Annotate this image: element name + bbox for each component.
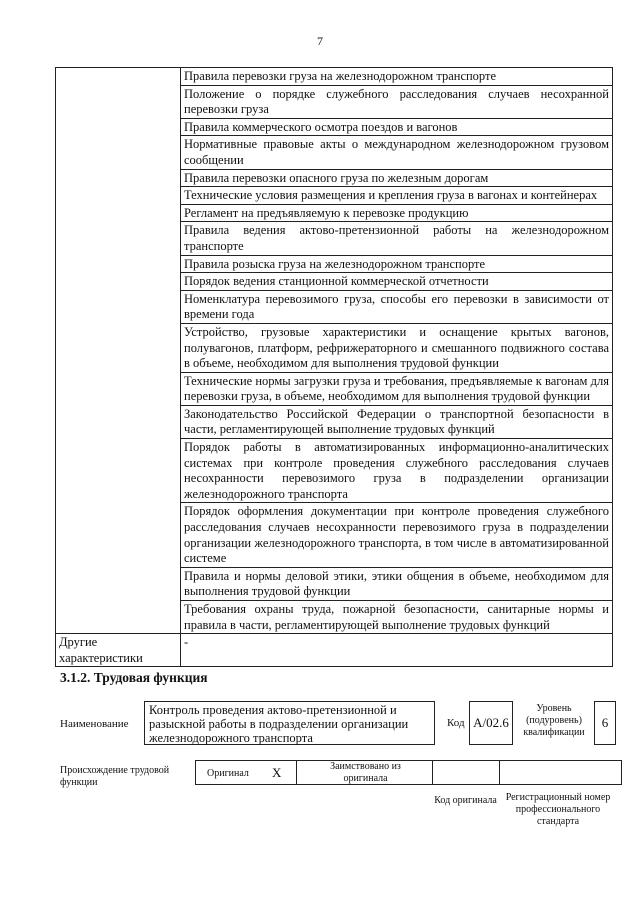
origin-divider-2 — [499, 760, 500, 785]
original-mark: X — [272, 765, 282, 780]
registration-label: Регистрационный номер профессионального стандарта — [505, 792, 611, 827]
knowledge-item: Устройство, грузовые характеристики и оснащение крытых вагонов, полувагонов, платформ, рефрижераторного и смешанного подвижного состава в объеме, необходимом для выполнения трудовой функции — [181, 323, 613, 372]
knowledge-item: Правила перевозки опасного груза по железным дорогам — [181, 169, 613, 187]
knowledge-item: Технические нормы загрузки груза и требования, предъявляемые к вагонам для перевозки груза, в объеме, необходимом для выполнения трудовой функции — [181, 372, 613, 405]
function-code: A/02.6 — [469, 701, 513, 745]
origin-label: Происхождение трудовой функции — [60, 765, 170, 788]
name-label: Наименование — [60, 718, 129, 730]
knowledge-item: Порядок ведения станционной коммерческой отчетности — [181, 273, 613, 291]
origin-divider-1 — [432, 760, 433, 785]
knowledge-item: Порядок работы в автоматизированных информационно-аналитических системах при контроле проведения служебного расследования случаев несохранности перевозимого груза в подразделении организации железнодорожного транспорта — [181, 439, 613, 503]
knowledge-item: Правила и нормы деловой этики, этики общения в объеме, необходимом для выполнения трудовой функции — [181, 567, 613, 600]
knowledge-item: Положение о порядке служебного расследования случаев несохранной перевозки груза — [181, 85, 613, 118]
knowledge-item: Правила перевозки груза на железнодорожном транспорте — [181, 68, 613, 86]
knowledge-item: Порядок оформления документации при контроле проведения служебного расследования случаев несохранности перевозимого груза в подразделении организации железнодорожного транспорта, в том числе в автоматизированной системе — [181, 503, 613, 567]
knowledge-item: Регламент на предъявляемую к перевозке продукцию — [181, 204, 613, 222]
other-characteristics-value: - — [181, 634, 613, 667]
knowledge-item: Требования охраны труда, пожарной безопасности, санитарные нормы и правила в части, регламентирующей выполнение трудовых функций — [181, 601, 613, 634]
page-number: 7 — [317, 34, 323, 48]
knowledge-item: Технические условия размещения и крепления груза в вагонах и контейнерах — [181, 187, 613, 205]
original-label: Оригинал — [207, 768, 249, 779]
table-row — [56, 68, 613, 86]
borrowed-label: Заимствовано из оригинала — [330, 760, 401, 784]
knowledge-table — [55, 67, 613, 667]
other-characteristics-label: Другие характеристики — [56, 634, 181, 667]
table-row — [56, 634, 613, 667]
section-title: 3.1.2. Трудовая функция — [60, 670, 208, 685]
qualification-level: 6 — [594, 701, 616, 745]
level-label: Уровень (подуровень) квалификации — [523, 703, 585, 738]
code-label: Код — [447, 717, 465, 729]
knowledge-item: Номенклатура перевозимого груза, способы его перевозки в зависимости от времени года — [181, 290, 613, 323]
knowledge-item: Правила розыска груза на железнодорожном транспорте — [181, 255, 613, 273]
origin-divider-0 — [296, 760, 297, 785]
function-name: Контроль проведения актово-претензионной и разыскной работы в подразделении организации железнодорожного транспорта — [144, 701, 435, 745]
knowledge-item: Правила коммерческого осмотра поездов и вагонов — [181, 118, 613, 136]
knowledge-item: Правила ведения актово-претензионной работы на железнодорожном транспорте — [181, 222, 613, 255]
knowledge-item: Нормативные правовые акты о международном железнодорожном грузовом сообщении — [181, 136, 613, 169]
knowledge-item: Законодательство Российской Федерации о транспортной безопасности в части, регламентирующей выполнение трудовых функций — [181, 405, 613, 438]
row-category-cell — [56, 68, 181, 634]
original-code-label: Код оригинала — [434, 795, 497, 806]
